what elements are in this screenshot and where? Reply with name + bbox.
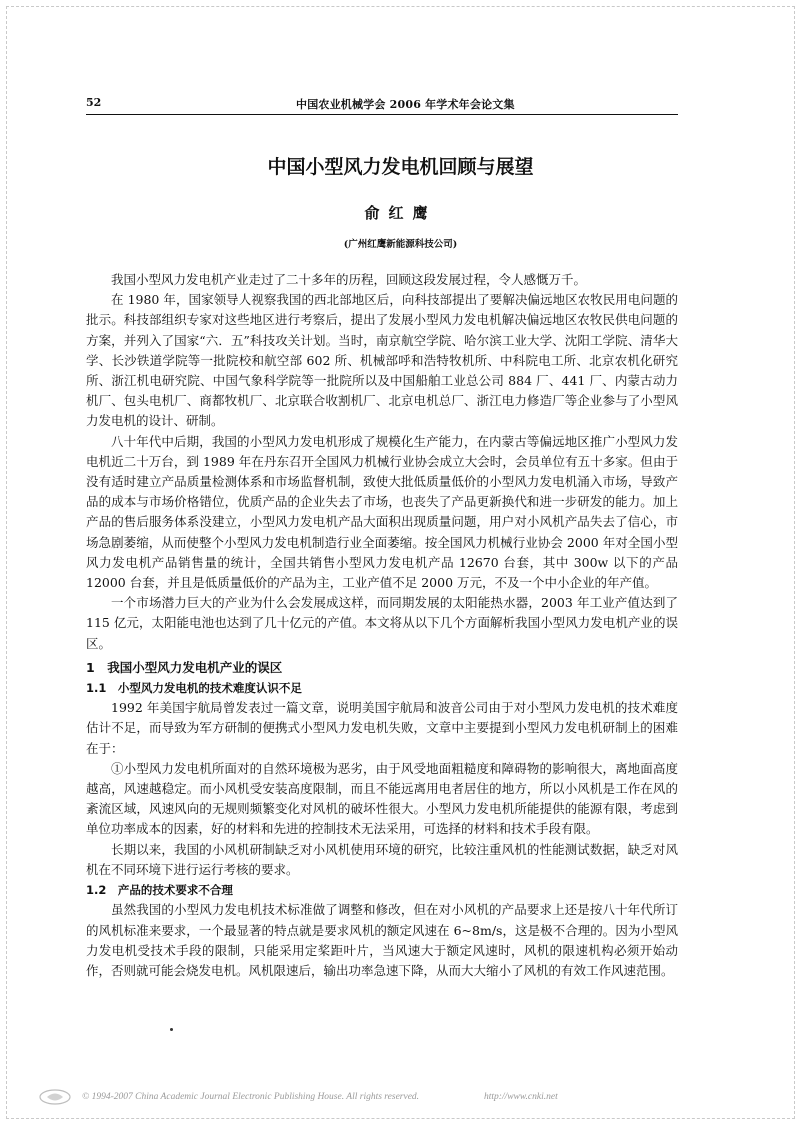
paper-title: 中国小型风力发电机回顾与展望 xyxy=(267,156,534,178)
paragraph-nasa: 1992 年美国宇航局曾发表过一篇文章，说明美国宇航局和波音公司由于对小型风力发电机的技术难度估计不足，而导致为军方研制的便携式小型风力发电机失败，文章中主要提到小型风力发电机研制上的困难在于： xyxy=(86,700,678,756)
footer xyxy=(38,1088,598,1108)
paragraph-research: 长期以来，我国的小风机研制缺乏对小风机使用环境的研究，比较注重风机的性能测试数据，缺乏对风机在不同环境下进行运行考核的要求。 xyxy=(86,841,678,877)
section-heading-1: 1 我国小型风力发电机产业的误区 xyxy=(86,659,283,675)
paragraph-standards: 虽然我国的小型风力发电机技术标准做了调整和修改，但在对小风机的产品要求上还是按八十年代所订的风机标准来要求，一个最显著的特点就是要求风机的额定风速在 6~8m/s，这是极不合理的。因为小型风力发电机受技术手段的限制，只能采用定桨距叶片，当风速大于额定风速时，风机的限速机构必须开始动作，否则就可能会烧发电机。风机限速后，输出功率急速下降，从而大大缩小了风机的有效工作风速范围。 xyxy=(86,902,678,978)
subsection-heading-1-1: 1.1 小型风力发电机的技术难度认识不足 xyxy=(86,681,302,696)
scan-speck xyxy=(170,1028,173,1031)
journal-title: 中国农业机械学会 2006 年学术年会论文集 xyxy=(296,98,515,111)
footer-url[interactable]: http://www.cnki.net xyxy=(484,1092,558,1102)
subsection-heading-1-2: 1.2 产品的技术要求不合理 xyxy=(86,883,233,898)
footer-copyright: © 1994-2007 China Academic Journal Electronic Publishing House. All rights reserved. xyxy=(82,1092,420,1102)
paragraph-environment: ①小型风力发电机所面对的自然环境极为恶劣，由于风受地面粗糙度和障碍物的影响很大，离地面高度越高，风速越稳定。而小风机受安装高度限制，而且不能远离用电者居住的地方，所以小风机是工作在风的紊流区域，风速风向的无规则频繁变化对风机的破坏性很大。小型风力发电机所能提供的能源有限，考虑到单位功率成本的因素，好的材料和先进的控制技术无法采用，可选择的材料和技术手段有限。 xyxy=(86,760,678,837)
paragraph-1980s: 八十年代中后期，我国的小型风力发电机形成了规模化生产能力，在内蒙古等偏远地区推广小型风力发电机近二十万台，到 1989 年在丹东召开全国风力机械行业协会成立大会时，会员单位有五十多家。但由于没有适时建立产品质量检测体系和市场监督机制，致使大批低质量低价的小型风力发电机涌入市场，导致产品的成本与市场价格错位，优质产品的企业失去了市场，也丧失了产品更新换代和进一步研发的能力。加上产品的售后服务体系没建立，小型风力发电机产品大面积出现质量问题，用户对小风机产品失去了信心，市场急剧萎缩，从而使整个小型风力发电机制造行业全面萎缩。按全国风力机械行业协会 2000 年对全国小型风力发电机产品销售量的统计，全国共销售小型风力发电机产品 12670 台套，其中 300w 以下的产品 12000 台套，并且是低质量低价的产品为主，工业产值不足 2000 万元，不及一个中小企业的年产值。 xyxy=(86,433,678,591)
paragraph-1980: 在 1980 年，国家领导人视察我国的西北部地区后，向科技部提出了要解决偏远地区农牧民用电问题的批示。科技部组织专家对这些地区进行考察后，提出了发展小型风力发电机解决偏远地区农牧民供电问题的方案，并列入了国家“六．五”科技攻关计划。当时，南京航空学院、哈尔滨工业大学、沈阳工学院、清华大学、长沙铁道学院等一批院校和航空部 602 所、机械部呼和浩特牧机所、中科院电工所、北京农机化研究所、浙江机电研究院、中国气象科学院等一批院所以及中国船舶工业总公司 884 厂、441 厂、内蒙古动力机厂、包头电机厂、商都牧机厂、北京联合收割机厂、北京电机总厂、浙江电力修造厂等企业参与了小型风力发电机的设计、研制。 xyxy=(86,292,678,429)
article-body xyxy=(86,270,678,981)
paragraph-market: 一个市场潜力巨大的产业为什么会发展成这样，而同期发展的太阳能热水器，2003 年工业产值达到了 115 亿元，太阳能电池也达到了几十亿元的产值。本文将从以下几个方面解析我国小型风力发电机产业的误区。 xyxy=(86,595,678,651)
paper-author: 俞红鹰 xyxy=(364,204,437,222)
cnki-logo-icon xyxy=(38,1088,72,1106)
page-number: 52 xyxy=(86,96,102,109)
running-head xyxy=(86,96,678,115)
paper-affiliation: (广州红鹰新能源科技公司) xyxy=(343,239,458,250)
paragraph-intro: 我国小型风力发电机产业走过了二十多年的历程，回顾这段发展过程，令人感慨万千。 xyxy=(111,272,587,287)
